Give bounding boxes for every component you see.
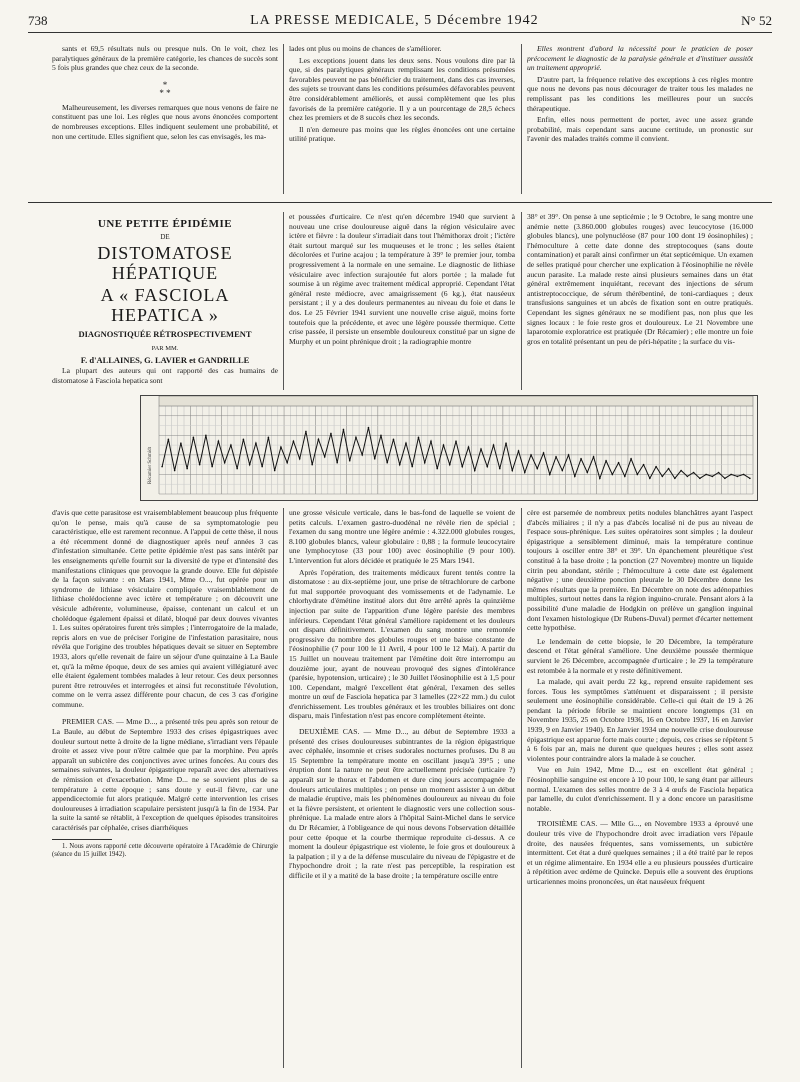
chart-side-label: Récamier Schmidt (148, 446, 153, 484)
temperature-point (480, 448, 482, 450)
temperature-point (693, 472, 695, 474)
paragraph: et poussées d'urticaire. Ce n'est qu'en décembre 1940 que survient à nouveau une crise douloureuse aiguë dans la région vésiculaire avec ictère et fièvre : la douleur s'irradiait dans tout l'hémithorax droit ; l'ictère était surtout marqué sur les muqueuses et le tronc ; les selles étaient décolorées et l'urine acajou ; la température à 39° le premier jour, tomba progressivement à la normale en une semaine. Le diagnostic de lithiase vésiculaire avec infection surajoutée fut alors portée ; la malade fut soumise à un régime avec traitement médical approprié. Cependant l'état général reste médiocre, avec amaigrissement (6 kg.), état nauséeux persistant ; il y a des douleurs permanentes au niveau du foie et dans le dos. Le 25 Février 1941 survient une nouvelle crise aiguë, moins forte toutefois que la précédente, et avec une légère poussée thermique. Cette crise passée, il persiste un ensemble douloureux constitué par un signe de Murphy et un point phrénique droit ; la radiographie montre (289, 212, 515, 346)
temperature-point (418, 436, 420, 438)
temperature-point (674, 478, 676, 480)
temperature-point (612, 474, 614, 476)
column-rule (283, 212, 284, 390)
top-column-2 (289, 44, 515, 196)
page-header (28, 10, 772, 33)
temperature-point (249, 464, 251, 466)
temperature-point (486, 466, 488, 468)
paragraph: cère est parsemée de nombreux petits nodules blanchâtres ayant l'aspect d'abcès miliaires ; il n'y a pas d'abcès localisé ni de pus au niveau de l'espace sous-phrénique. Les suites opératoires sont simples ; la douleur épigastrique a sensiblement diminué, mais la température continue toujours à osciller entre 38° et 39°. Un épanchement pleurétique s'est constitué à la base droite ; la ponction (27 Novembre) montre un liquide citrin peu abondant, stérile ; l'hémoculture à cette date est également négative ; une deuxième ponction pleurale le 30 Décembre donne les mêmes résultats que la première. En Décembre on note des adénopathies multiples, surtout nettes dans la région inguino-crurale. Pensant alors à la possibilité d'une maladie de Hodgkin on prélève un ganglion inguinal dont l'examen histologique (Dr Rubens-Duval) permet d'écarter nettement cette hypothèse. (527, 508, 753, 633)
temperature-point (393, 438, 395, 440)
temperature-point (205, 435, 207, 437)
temperature-point (280, 446, 282, 448)
article-title-line-2: A « FASCIOLA HEPATICA » (100, 285, 230, 325)
paragraph: D'autre part, la fréquence relative des exceptions à ces règles montre que nous ne devons pas nous décourager de traiter tous les malades ne remplissant pas les conditions les meilleures pour un succès thérapeutique. (527, 74, 753, 113)
temperature-point (637, 474, 639, 476)
temperature-chart-svg (141, 396, 757, 500)
temperature-point (662, 476, 664, 478)
temperature-point (261, 466, 263, 468)
temperature-point (474, 470, 476, 472)
bottom-column-2 (289, 508, 515, 1070)
temperature-point (568, 454, 570, 456)
temperature-point (411, 466, 413, 468)
temperature-point (430, 440, 432, 442)
top-column-3 (527, 44, 753, 196)
temperature-point (161, 466, 163, 468)
temperature-point (336, 462, 338, 464)
paragraph: sants et 69,5 résultats nuls ou presque nuls. On le voit, chez les paralytiques généraux de la première catégorie, les chances de succès sont 5 fois plus grandes que chez ceux de la seconde. (52, 44, 278, 73)
temperature-point (536, 468, 538, 470)
paragraph: La plupart des auteurs qui ont rapporté des cas humains de distomatose à Fasciola hepatica sont (52, 366, 278, 385)
temperature-point (180, 442, 182, 444)
article-de: DE (160, 233, 170, 241)
temperature-point (712, 476, 714, 478)
temperature-point (236, 468, 238, 470)
temperature-chart (140, 395, 758, 501)
footnote-rule (52, 839, 112, 840)
temperature-point (193, 436, 195, 438)
issue-number: N° 52 (741, 13, 772, 28)
temperature-point (505, 442, 507, 444)
paragraph: Après l'opération, des traitements médicaux furent tentés contre la distomatose : au dix-septième jour, une prise de tétrachlorure de carbone fut mal supportée provoquant des vomissements et de l'adynamie. Le chlorhydrate d'émétine institué alors dut être arrêté après la quinzième injection par suite de l'apparition d'une légère parésie des membres inférieurs. Cependant l'état général s'améliore rapidement et les douleurs ont disparu définitivement. L'examen du sang montre une remontée progressive du nombre des globules rouges et une baisse constante de l'éosinophilie (7 pour 100 le 11 Avril, 4 pour 100 le 12 Mai). A partir du 15 Juillet un nouveau traitement par l'émétine doit être interrompu au douzième jour, ayant de nouveau provoqué des signes d'intolérance (parésie, hypotension, urticaire) ; le 30 Juillet l'éosinophilie est à 1,5 pour 100. Cependant, malgré l'excellent état général, l'examen des selles montre un œuf de Fasciola hepatica par 3 lamelles (22×22 mm.) du culot d'enrichissement. Les troubles généraux et les troubles biliaires ont donc disparu, mais l'infestation n'est pas encore complètement éteinte. (289, 567, 515, 721)
temperature-point (324, 456, 326, 458)
temperature-point (211, 466, 213, 468)
temperature-point (649, 478, 651, 480)
chart-date-strip (159, 396, 753, 406)
temperature-point (624, 476, 626, 478)
temperature-point (468, 446, 470, 448)
temperature-point (255, 442, 257, 444)
temperature-point (718, 472, 720, 474)
temperature-point (305, 431, 307, 433)
paragraph: Les exceptions jouent dans les deux sens. Nous voulons dire par là que, si des paralytiques généraux remplissant les conditions présumées favorables peuvent ne pas bénéficier du traitement, dans des cas inverses, des sujets se trouvant dans les conditions présumées défavorables peuvent être considérablement améliorés, et aussi complètement que les plus favorisés de la première catégorie. Il y a un pourcentage de 28,5 échecs chez les premiers et de 8 succès chez les seconds. (289, 55, 515, 123)
temperature-point (668, 468, 670, 470)
bottom-column-3 (527, 508, 753, 1070)
temperature-point (361, 454, 363, 456)
footnote: 1. Nous avons rapporté cette découverte opératoire à l'Académie de Chirurgie (séance du 15 juillet 1942). (52, 842, 278, 859)
column-rule (521, 44, 522, 194)
column-rule (283, 508, 284, 1068)
temperature-point (699, 478, 701, 480)
paragraph: La malade, qui avait perdu 22 kg., reprend ensuite rapidement ses forces. Tous les symptômes s'atténuent et disparaissent ; il persiste seulement une éosinophilie considérable. Celle-ci qui était de 19 à 26 pendant la période fébrile se maintient encore longtemps (31 en Novembre 1935, 25 en Octobre 1936, 16 en Octobre 1937, 16 en Janvier 1939, 9 en Janvier 1940). En Janvier 1934 une nouvelle crise douloureuse épigastrique est apparue forte mais courte ; depuis, ces crises se répètent 5 à 6 fois par an, mais ne durent que quelques heures ; elles sont assez violentes pour contraindre alors la malade à se coucher. (527, 677, 753, 763)
mid-column-3 (527, 212, 753, 390)
temperature-point (593, 456, 595, 458)
temperature-point (311, 464, 313, 466)
article-kicker: UNE PETITE ÉPIDÉMIE (97, 218, 233, 230)
case-paragraph: TROISIÈME CAS. — Mlle G..., en Novembre 1933 a éprouvé une douleur très vive de l'hypochondre droit avec irradiation vers l'épaule droite, des nausées fréquentes, sans vomissements, un subictère intermittent. Cet état a duré quelques semaines ; il a été traité par le repos et un régime alimentaire. En 1934 elle a eu plusieurs poussées d'urticaire à répétition avec œdème de Quincke. Depuis elle a souvent des éruptions urticariennes moins prononcées, un état nauséeux fréquent (527, 819, 753, 886)
temperature-point (424, 462, 426, 464)
temperature-point (405, 442, 407, 444)
section-rule (28, 202, 772, 203)
paragraph: Le lendemain de cette biopsie, le 20 Décembre, la température descend et l'état général s'améliore. Une deuxième poussée thermique survient le 26 Décembre, accompagnée d'urticaire ; le 29 la température est retombée à la normale et y reste définitivement. (527, 636, 753, 675)
temperature-point (599, 478, 601, 480)
article-title-line-1: DISTOMATOSE HÉPATIQUE (97, 243, 233, 283)
temperature-point (218, 440, 220, 442)
temperature-point (730, 474, 732, 476)
temperature-point (374, 458, 376, 460)
temperature-point (605, 460, 607, 462)
temperature-point (518, 450, 520, 452)
temperature-point (199, 464, 201, 466)
temperature-point (630, 458, 632, 460)
temperature-point (168, 438, 170, 440)
paragraph: lades ont plus ou moins de chances de s'améliorer. (289, 44, 442, 53)
temperature-point (443, 444, 445, 446)
temperature-point (174, 470, 176, 472)
temperature-point (186, 468, 188, 470)
journal-title: LA PRESSE MEDICALE, 5 Décembre 1942 (250, 13, 539, 28)
temperature-point (299, 458, 301, 460)
article-intro (52, 366, 278, 390)
temperature-point (643, 464, 645, 466)
temperature-point (524, 472, 526, 474)
temperature-point (386, 462, 388, 464)
temperature-point (555, 456, 557, 458)
temperature-point (455, 440, 457, 442)
temperature-point (499, 468, 501, 470)
temperature-point (511, 470, 513, 472)
temperature-point (743, 474, 745, 476)
temperature-point (530, 454, 532, 456)
paragraph: Enfin, elles nous permettent de porter, avec une assez grande probabilité, mais cependant sans aucune certitude, un pronostic sur l'avenir des malades traités comme il convient. (527, 115, 753, 144)
article-par: PAR MM. (151, 345, 179, 352)
column-rule (283, 44, 284, 194)
temperature-point (318, 438, 320, 440)
temperature-point (343, 429, 345, 431)
paragraph: Il n'en demeure pas moins que les règles énoncées ont une certaine utilité pratique. (289, 124, 515, 144)
temperature-point (355, 436, 357, 438)
paragraph: d'avis que cette parasitose est vraisemblablement beaucoup plus fréquente qu'on le pense, mais qu'à cause de sa symptomatologie peu caractéristique, elle est rarement reconnue. A l'appui de cette thèse, il nous a été récemment donné de diagnostiquer après neuf années 3 cas d'infestation simultanée. Cette petite épidémie n'est pas sans intérêt par les enseignements qu'elle fournit sur la diversité de type et d'intensité des manifestations cliniques que provoque la grande douve. Elle fut dépistée de la façon suivante : en Mars 1941, Mme O..., fut opérée pour un syndrome de lithiase vésiculaire compliquée vraisemblablement de lithiase cholédocienne avec ictère et température ; on découvrit une vésicule adhérente, volumineuse, épaisse, contenant un calcul et un cholédoque également épaissi et dilaté, bloqué par deux douves vivantes 1. Les suites opératoires furent très simples ; l'interrogatoire de la malade, repris alors en vue de préciser l'origine de l'infestation parasitaire, nous révéla que l'origine des troubles hépatiques devait se situer en Septembre 1933, alors qu'elle revenait de faire un séjour d'une quinzaine à La Baule et, qu'à la même époque, deux de ses amies qui avaient villégiaturé avec elle étaient également tombées malades à leur retour. Ces deux personnes purent être retrouvées et interrogées et ainsi fut reconstituée l'évolution, comme on le verra assez différente pour chacun, de ces 3 cas d'origine commune. (52, 508, 278, 709)
temperature-point (749, 478, 751, 480)
column-rule (521, 212, 522, 390)
article-heading (52, 218, 278, 365)
temperature-point (449, 464, 451, 466)
temperature-point (580, 458, 582, 460)
temperature-point (543, 452, 545, 454)
temperature-point (293, 440, 295, 442)
temperature-point (618, 462, 620, 464)
case-paragraph: DEUXIÈME CAS. — Mme D..., au début de Septembre 1933 a présenté des crises douloureuses subintrantes de la région épigastrique avec céphalée, insomnie et crises sudorales nocturnes profuses. Du 8 au 15 Septembre la température monte en oscillant jusqu'à 39°5 ; une éruption dont la nature ne peut être actuellement précisée (urticaire ?) apparaît sur le thorax et l'abdomen et dure cinq jours accompagnée de douleurs articulaires multiples ; on pense un moment assister à un début de maladie éruptive, mais les phénomènes douloureux au niveau du foie et la fièvre persistent, et orientent le diagnostic vers une collection sous-phrénique. La malade entre alors à l'hôpital Saint-Michel dans le service du Dr Récamier, à l'obligeance de qui nous devons l'observation détaillée pour cette époque et la courbe thermique reproduite ci-dessus. A ce moment la douleur épigastrique est violente, le foie gros et douloureux à la palpation ; il y a de la défense musculaire du niveau de l'épigastre et de l'hypochondre droit ; la rate n'est pas perceptible, la respiration est difficile et il y a matité de la base droite ; la température oscille entre (289, 727, 515, 880)
temperature-point (561, 470, 563, 472)
temperature-point (330, 433, 332, 435)
temperature-point (549, 474, 551, 476)
temperature-point (687, 476, 689, 478)
temperature-point (243, 438, 245, 440)
bottom-column-1 (52, 508, 278, 1070)
temperature-point (587, 472, 589, 474)
temperature-point (224, 462, 226, 464)
temperature-point (705, 474, 707, 476)
article-authors: F. d'ALLAINES, G. LAVIER et GANDRILLE (80, 355, 250, 365)
temperature-point (461, 466, 463, 468)
paragraph: Vue en Juin 1942, Mme D..., est en excellent état général ; l'éosinophilie sanguine est encore à 10 pour 100, le sang étant par ailleurs normal. L'examen des selles montre de 3 à 4 œufs de Fasciola hepatica par lamelle, du culot d'enrichissement. Il y a donc encore un parasitisme notable. (527, 765, 753, 813)
temperature-point (286, 462, 288, 464)
paragraph: 38° et 39°. On pense à une septicémie ; le 9 Octobre, le sang montre une anémie nette (3.860.000 globules rouges) avec leucocytose (16.000 globules blancs), une polynucléose (87 pour 100 dont 19 éosinophiles) ; l'hémoculture à cette date donne des streptocoques (sans doute contamination) et paraît ainsi confirmer un état septicémique. Un examen de selles pratiqué pour chercher une explication à l'éosinophilie ne révèle aucun parasite. La malade reste ainsi plusieurs semaines dans un état général extrêmement inquiétant, recevant des injections de sérum antistreptococcique, de sérum thérébentiné, de toni-cardiaques ; deux transfusions sanguines et un abcès de fixation sont en outre pratiqués. Cependant les signes généraux ne se modifient pas, non plus que les signes locaux : le foie reste gros et douloureux. Le 21 Novembre une laparotomie exploratrice est pratiquée (Dr Récamier) ; elle montre un foie gros en totalité présentant un peu de péri-hépatite ; la surface du vis- (527, 212, 753, 346)
temperature-point (230, 444, 232, 446)
mid-column-2 (289, 212, 515, 390)
temperature-point (737, 476, 739, 478)
section-separator: * * * (159, 79, 171, 98)
case-paragraph: PREMIER CAS. — Mme D..., a présenté très peu après son retour de La Baule, au début de Septembre 1933 des crises épigastriques avec douleur surtout nette à droite de la ligne médiane, s'irradiant vers l'épaule droite et assez vive pour n'être calmée que par la morphine. Peu après apparaît un subictère des conjonctives avec urines foncées. Au cours des semaines suivantes, la douleur épigastrique reparaît avec des alternatives de rémission et d'exacerbation. Mme D... ne se souvient plus de sa température à cette époque ; sans doute y eut-il fièvre, car une appendicectomie fut alors pratiquée. Malgré cette intervention les crises douloureuses à irradiation scapulaire persistent jusqu'à la fin de 1934. Par la suite la santé se rétablit, à l'exception de quelques épisodes transitoires caractérisés par céphalée, crises diarrhéiques (52, 717, 278, 832)
temperature-point (680, 470, 682, 472)
temperature-point (574, 476, 576, 478)
temperature-point (274, 470, 276, 472)
paragraph: Elles montrent d'abord la nécessité pour le praticien de poser précocement le diagnostic de la paralysie générale et d'instituer aussitôt un traitement approprié. (527, 44, 753, 73)
temperature-point (268, 436, 270, 438)
temperature-point (380, 435, 382, 437)
paragraph: une grosse vésicule verticale, dans le bas-fond de laquelle se voient de petits calculs. L'examen gastro-duodénal ne révèle rien de spécial ; l'examen du sang montre une légère anémie : 4.322.000 globules rouges, 8.100 globules blancs, valeur globulaire : 0,88 ; la formule leucocytaire une lymphocytose (33 pour 100) avec éosinophilie (9 pour 100). L'intervention fut alors décidée et pratiquée le 25 Mars 1941. (289, 508, 515, 565)
temperature-point (368, 427, 370, 429)
column-rule (521, 508, 522, 1068)
temperature-point (399, 464, 401, 466)
temperature-point (436, 468, 438, 470)
temperature-point (724, 478, 726, 480)
temperature-point (349, 460, 351, 462)
temperature-point (493, 444, 495, 446)
page-number: 738 (28, 13, 48, 28)
temperature-point (655, 466, 657, 468)
top-column-1 (52, 44, 278, 196)
article-subtitle: DIAGNOSTIQUÉE RÉTROSPECTIVEMENT (78, 329, 252, 339)
paragraph: Malheureusement, les diverses remarques que nous venons de faire ne constituent pas une loi. Les règles que nous avons énoncées comportent de nombreuses exceptions. Elles indiquent seulement une probabilité, et non une certitude. Elles signifient que, selon les cas envisagés, les ma- (52, 102, 278, 141)
